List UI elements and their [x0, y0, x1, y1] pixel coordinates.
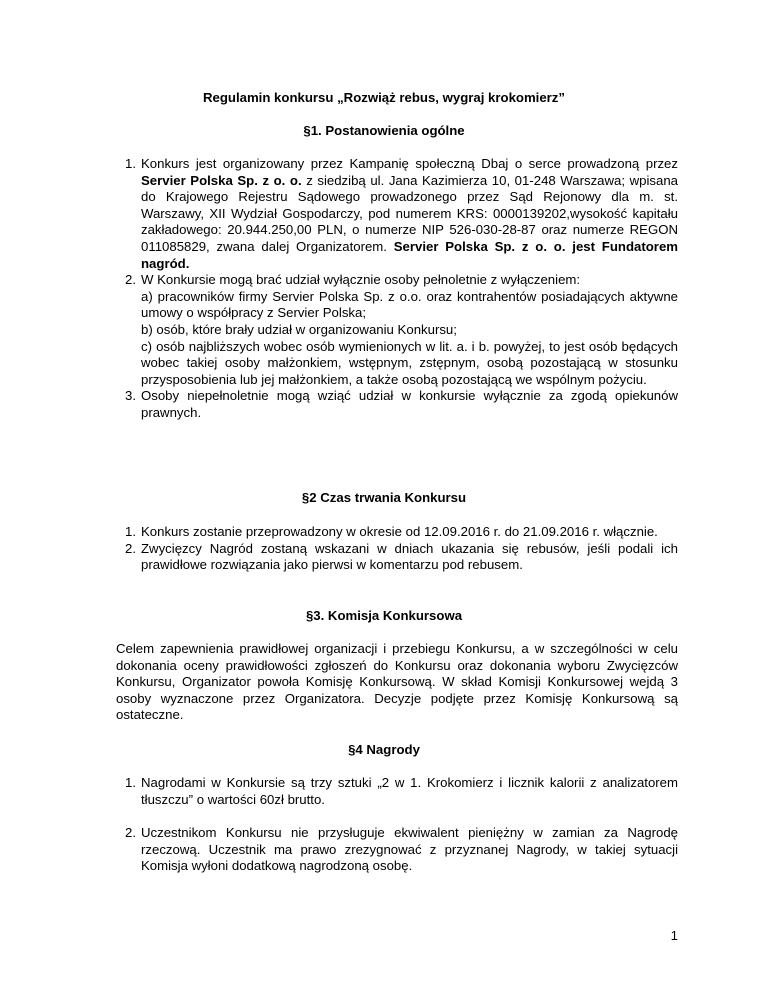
section-1-list	[116, 156, 678, 422]
item-text: z siedzibą ul. Jana Kazimierza 10, 01-248 Warszawa; wpisana do Krajowego Rejestru Sądowego prowadzonego przez Sąd Rejonowy dla m. st. Warszawy, XII Wydział Gospodarczy, pod numerem KRS: 0000139202,wysokość kapitału zakładowego: 20.944.250,00 PLN, o numerze NIP 526-030-28-87 oraz numerze REGON 011085829, zwana dalej Organizatorem.	[141, 172, 678, 254]
item-text: Uczestnikom Konkursu nie przysługuje ekwiwalent pieniężny w zamian za Nagrodę rzeczową. Uczestnik ma prawo zrezygnować z przyznanej Nagrody, w takiej sytuacji Komisja wyłoni dodatkową nagrodzoną osobę.	[141, 825, 678, 874]
list-number: 1.	[125, 156, 136, 171]
item-text: Nagrodami w Konkursie są trzy sztuki „2 w 1. Krokomierz i licznik kalorii z analizatorem tłuszczu” o wartości 60zł brutto.	[141, 775, 678, 807]
section-2-heading: §2 Czas trwania Konkursu	[301, 490, 467, 505]
company-name: Servier Polska Sp. z o. o.	[141, 172, 302, 188]
list-item	[116, 541, 678, 574]
list-item	[116, 388, 678, 421]
section-4-heading: §4 Nagrody	[348, 742, 420, 757]
list-item	[116, 524, 678, 541]
list-number: 3.	[125, 388, 136, 404]
item-text: Konkurs jest organizowany przez Kampanię społeczną Dbaj o serce prowadzoną przez	[141, 156, 678, 171]
section-3-paragraph: Celem zapewnienia prawidłowej organizacji i przebiegu Konkursu, a w szczególności w celu dokonania oceny prawidłowości zgłoszeń do Konkursu oraz dokonania wyboru Zwycięzców Konkursu, Organizator powoła Komisję Konkursową. W skład Komisji Konkursowej wejdą 3 osoby wyznaczone przez Organizatora. Decyzje podjęte przez Komisję Konkursową są ostateczne.	[116, 641, 678, 723]
item-text: Osoby niepełnoletnie mogą wziąć udział w konkursie wyłącznie za zgodą opiekunów prawnych.	[141, 388, 678, 420]
list-number: 2.	[125, 825, 136, 841]
section-3-heading: §3. Komisja Konkursowa	[305, 608, 463, 623]
list-item	[116, 825, 678, 875]
list-number: 1.	[125, 775, 136, 790]
list-item	[116, 775, 678, 808]
list-item	[116, 156, 678, 272]
page-number: 1	[670, 928, 678, 943]
item-text: Zwycięzcy Nagród zostaną wskazani w dniach ukazania się rebusów, jeśli podali ich prawidłowe rozwiązania jako pierwsi w komentarzu pod rebusem.	[141, 540, 678, 573]
sub-item-c: c) osób najbliższych wobec osób wymienionych w lit. a. i b. powyżej, to jest osób będących wobec takiej osoby małżonkiem, wstępnym, zstępnym, osobą pozostającą w stosunku przysposobienia lub jej małżonkiem, a także osobą pozostającą we wspólnym pożyciu.	[141, 338, 678, 387]
item-text: W Konkursie mogą brać udział wyłącznie osoby pełnoletnie z wyłączeniem:	[141, 272, 581, 288]
item-text: Konkurs zostanie przeprowadzony w okresie od 12.09.2016 r. do 21.09.2016 r. włącznie.	[141, 524, 658, 539]
list-number: 2.	[125, 272, 136, 288]
sub-item-b: b) osób, które brały udział w organizowaniu Konkursu;	[141, 321, 457, 337]
document-title: Regulamin konkursu „Rozwiąż rebus, wygraj krokomierz”	[202, 90, 565, 105]
list-item	[116, 272, 678, 388]
section-4-list	[116, 775, 678, 875]
section-2-list	[116, 524, 678, 574]
list-number: 1.	[125, 524, 136, 539]
section-1-heading: §1. Postanowienia ogólne	[303, 123, 465, 138]
sub-item-a: a) pracowników firmy Servier Polska Sp. z o.o. oraz kontrahentów posiadających aktywne umowy o współpracy z Servier Polska;	[141, 288, 678, 321]
list-number: 2.	[125, 540, 136, 556]
sponsor-note: Servier Polska Sp. z o. o. jest Fundatorem nagród.	[141, 238, 678, 271]
